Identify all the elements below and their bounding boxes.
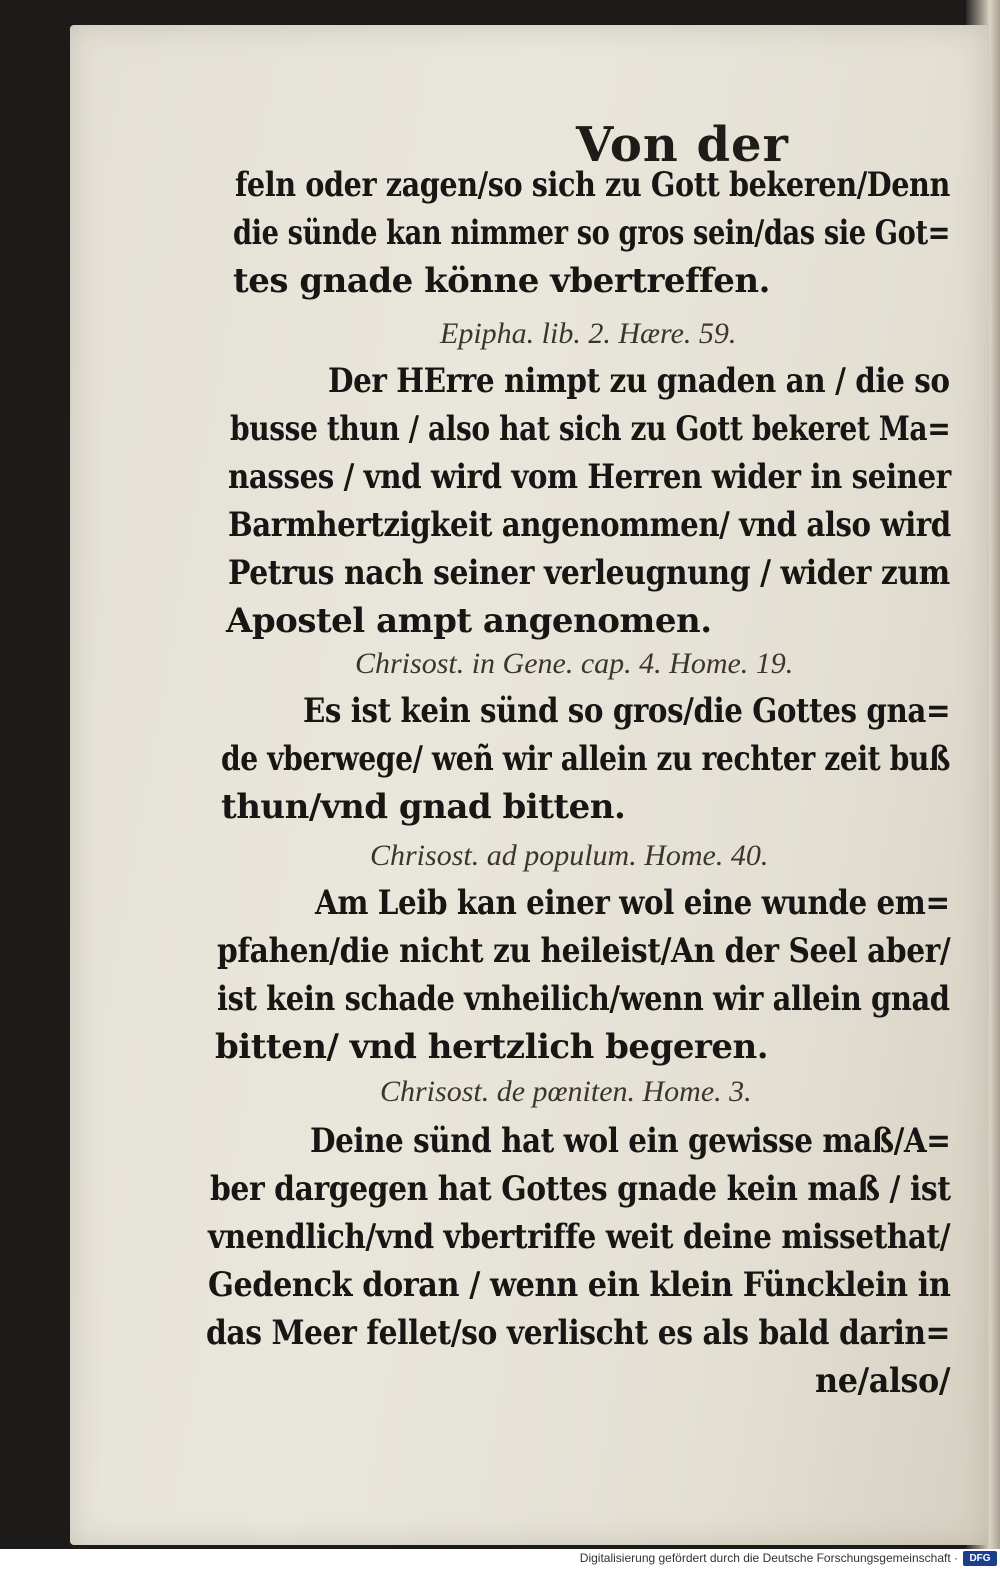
text-line: ber dargegen hat Gottes gnade kein maß / ist [210,1169,951,1209]
footer-bar [0,1549,1000,1569]
text-line: Apostel ampt angenomen. [226,601,712,641]
book-page [70,25,988,1545]
dfg-logo-icon: DFG [963,1551,997,1566]
text-line: die sünde kan nimmer so gros sein/das sie Got= [233,213,951,253]
page-text-block [70,25,988,1545]
text-line: de vberwege/ weñ wir allein zu rechter zeit buß [221,739,951,779]
citation: Chrisost. in Gene. cap. 4. Home. 19. [355,647,794,680]
text-line: feln oder zagen/so sich zu Gott bekeren/Denn [235,165,950,205]
text-line: Deine sünd hat wol ein gewisse maß/A= [310,1121,951,1161]
text-line: Petrus nach seiner verleugnung / wider zum [228,553,950,593]
text-line: Am Leib kan einer wol eine wunde em= [315,883,950,923]
text-line: vnendlich/vnd vbertriffe weit deine missethat/ [208,1217,951,1257]
catchword-line: ne/also/ [815,1361,951,1401]
text-line: tes gnade könne vbertreffen. [233,261,770,301]
text-line: das Meer fellet/so verlischt es als bald darin= [206,1313,951,1353]
text-line: bitten/ vnd hertzlich begeren. [215,1027,769,1067]
text-line: Der HErre nimpt zu gnaden an / die so [328,361,950,401]
text-line: thun/vnd gnad bitten. [221,787,626,827]
text-line: pfahen/die nicht zu heileist/An der Seel aber/ [217,931,951,971]
text-line: nasses / vnd wird vom Herren wider in seiner [228,457,951,497]
text-line: Gedenck doran / wenn ein klein Füncklein in [208,1265,951,1305]
running-header: Von der [576,117,789,173]
text-line: busse thun / also hat sich zu Gott bekeret Ma= [230,409,951,449]
text-line: ist kein schade vnheilich/wenn wir allein gnad [217,979,950,1019]
citation: Epipha. lib. 2. Hære. 59. [440,317,737,350]
footer-credit: Digitalisierung gefördert durch die Deutsche Forschungsgemeinschaft · [579,1551,958,1565]
citation: Chrisost. ad populum. Home. 40. [370,839,769,872]
text-line: Es ist kein sünd so gros/die Gottes gna= [303,691,951,731]
citation: Chrisost. de pœniten. Home. 3. [380,1075,752,1108]
text-line: Barmhertzigkeit angenommen/ vnd also wird [228,505,951,545]
